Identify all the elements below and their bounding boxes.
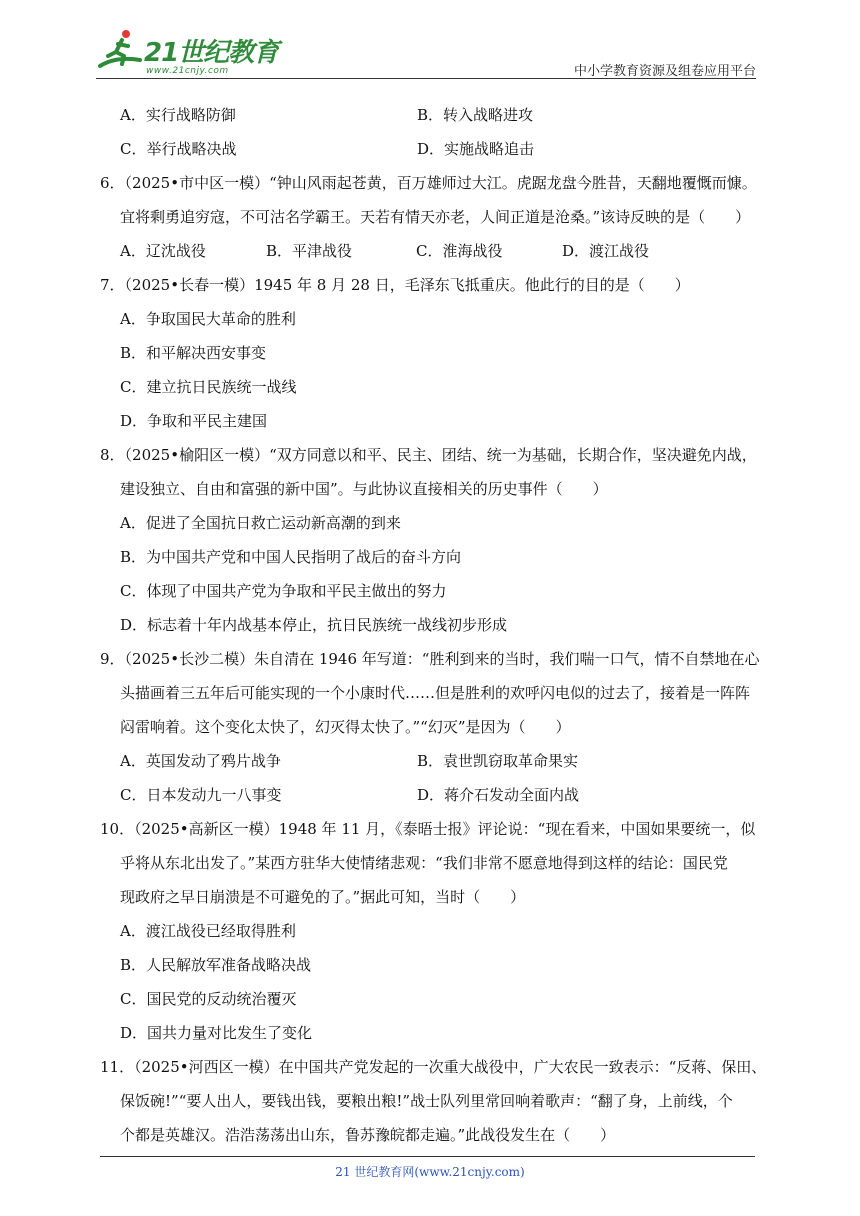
q6-option-d[interactable]: D．渡江战役: [562, 242, 650, 260]
q7-option-d[interactable]: D．争取和平民主建国: [120, 412, 268, 430]
q9-option-c[interactable]: C．日本发动九一八事变: [120, 786, 282, 804]
q10-stem-line2: 乎将从东北出发了。”某西方驻华大使情绪悲观：“我们非常不愿意地得到这样的结论：国民党: [120, 854, 728, 872]
q6-stem-line1: 6．（2025•市中区一模）“钟山风雨起苍黄，百万雄师过大江。虎踞龙盘今胜昔，天翻地覆慨而慷。: [100, 174, 757, 192]
footer-link[interactable]: 21 世纪教育网(www.21cnjy.com): [335, 1165, 525, 1179]
q10-stem-line3: 现政府之早日崩溃是不可避免的了。”据此可知，当时（ ）: [120, 888, 526, 906]
q5-options-row1: [100, 98, 760, 132]
q9-stem-line3: 闷雷响着。这个变化太快了，幻灭得太快了。”“幻灭”是因为（ ）: [120, 718, 571, 736]
q8-option-d[interactable]: D．标志着十年内战基本停止，抗日民族统一战线初步形成: [120, 616, 508, 634]
q5-option-a[interactable]: A．实行战略防御: [120, 106, 236, 124]
q8-stem-line2: 建设独立、自由和富强的新中国”。与此协议直接相关的历史事件（ ）: [120, 480, 608, 498]
q9-stem-line2: 头描画着三五年后可能实现的一个小康时代……但是胜利的欢呼闪电似的过去了，接着是一阵阵: [120, 684, 751, 702]
q5-option-c[interactable]: C．举行战略决战: [120, 140, 237, 158]
question-list: [100, 98, 767, 1152]
q6-options: [100, 234, 760, 268]
q5-option-b[interactable]: B．转入战略进攻: [417, 106, 534, 124]
q5-options-row2: [100, 132, 760, 166]
q9-option-d[interactable]: D．蒋介石发动全面内战: [417, 786, 580, 804]
q9-options-row2: [100, 778, 760, 812]
q7-option-a[interactable]: A．争取国民大革命的胜利: [120, 310, 296, 328]
q8-stem-line1: 8．（2025•榆阳区一模）“双方同意以和平、民主、团结、统一为基础，长期合作，坚决避免内战，: [100, 446, 757, 464]
q10-option-b[interactable]: B．人民解放军准备战略决战: [120, 956, 312, 974]
q11-stem-line1: 11．（2025•河西区一模）在中国共产党发起的一次重大战役中，广大农民一致表示：“反蒋、保田、: [100, 1058, 767, 1076]
q7-stem: 7．（2025•长春一模）1945 年 8 月 28 日，毛泽东飞抵重庆。他此行的目的是（ ）: [100, 276, 690, 294]
page-header: [0, 0, 860, 80]
q10-option-a[interactable]: A．渡江战役已经取得胜利: [120, 922, 296, 940]
q9-option-b[interactable]: B．袁世凯窃取革命果实: [417, 752, 579, 770]
logo-text: 21世纪教育: [144, 38, 279, 68]
q6-stem-line2: 宜将剩勇追穷寇，不可沽名学霸王。天若有情天亦老，人间正道是沧桑。”该诗反映的是（ ）: [120, 208, 751, 226]
header-divider: [96, 78, 756, 79]
q8-option-c[interactable]: C．体现了中国共产党为争取和平民主做出的努力: [120, 582, 447, 600]
q11-stem-line3: 个都是英雄汉。浩浩荡荡出山东，鲁苏豫皖都走遍。”此战役发生在（ ）: [120, 1126, 616, 1144]
q9-option-a[interactable]: A．英国发动了鸦片战争: [120, 752, 281, 770]
q6-option-b[interactable]: B．平津战役: [266, 242, 353, 260]
q11-stem-line2: 保饭碗!”“要人出人，要钱出钱，要粮出粮!”战士队列里常回响着歌声：“翻了身，上前线，个: [120, 1092, 733, 1110]
q6-option-c[interactable]: C．淮海战役: [416, 242, 503, 260]
q5-option-d[interactable]: D．实施战略追击: [417, 140, 535, 158]
q8-option-a[interactable]: A．促进了全国抗日救亡运动新高潮的到来: [120, 514, 401, 532]
q8-option-b[interactable]: B．为中国共产党和中国人民指明了战后的奋斗方向: [120, 548, 462, 566]
q9-stem-line1: 9．（2025•长沙二模）朱自清在 1946 年写道：“胜利到来的当时，我们喘一口气，情不自禁地在心: [100, 650, 760, 668]
footer-divider: [100, 1156, 755, 1157]
platform-title: 中小学教育资源及组卷应用平台: [573, 64, 756, 79]
q7-option-b[interactable]: B．和平解决西安事变: [120, 344, 267, 362]
runner-logo-icon: [96, 26, 146, 76]
logo-url: www.21cnjy.com: [146, 66, 229, 76]
q10-option-d[interactable]: D．国共力量对比发生了变化: [120, 1024, 313, 1042]
q10-option-c[interactable]: C．国民党的反动统治覆灭: [120, 990, 297, 1008]
q6-option-a[interactable]: A．辽沈战役: [120, 242, 206, 260]
q9-options-row1: [100, 744, 760, 778]
q7-option-c[interactable]: C．建立抗日民族统一战线: [120, 378, 297, 396]
site-logo[interactable]: [96, 26, 279, 78]
q10-stem-line1: 10．（2025•高新区一模）1948 年 11 月，《泰晤士报》评论说：“现在看来，中国如果要统一，似: [100, 820, 756, 838]
